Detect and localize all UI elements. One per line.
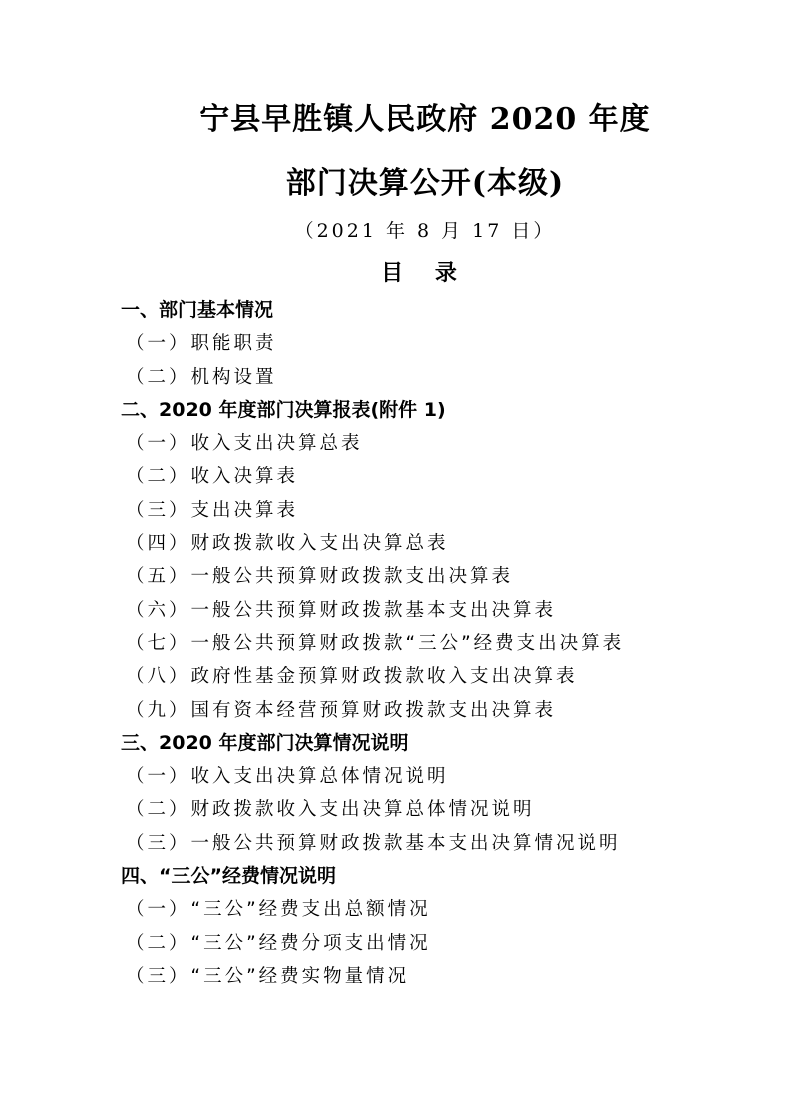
toc-item: （四）财政拨款收入支出决算总表 <box>126 533 449 555</box>
toc-item: （七）一般公共预算财政拨款“三公”经费支出决算表 <box>126 632 625 654</box>
toc-item: （一）收入支出决算总表 <box>126 433 363 455</box>
toc-item: （三）支出决算表 <box>126 499 299 521</box>
toc-item: （二）收入决算表 <box>126 466 299 488</box>
toc-item: （三）“三公”经费实物量情况 <box>126 965 410 987</box>
table-of-contents <box>0 294 794 993</box>
document-date: （2021 年 8 月 17 日） <box>294 220 556 242</box>
toc-section: 四、“三公”经费情况说明 <box>121 865 336 888</box>
document-subtitle: 部门决算公开(本级) <box>285 166 565 201</box>
toc-item: （三）一般公共预算财政拨款基本支出决算情况说明 <box>126 832 621 854</box>
toc-item: （六）一般公共预算财政拨款基本支出决算表 <box>126 599 557 621</box>
toc-item: （二）财政拨款收入支出决算总体情况说明 <box>126 799 535 821</box>
toc-item: （五）一般公共预算财政拨款支出决算表 <box>126 566 514 588</box>
toc-section: 二、2020 年度部门决算报表(附件 1) <box>121 398 446 421</box>
toc-item: （九）国有资本经营预算财政拨款支出决算表 <box>126 699 557 721</box>
toc-item: （二）“三公”经费分项支出情况 <box>126 932 431 954</box>
toc-item: （八）政府性基金预算财政拨款收入支出决算表 <box>126 666 578 688</box>
toc-section: 三、2020 年度部门决算情况说明 <box>121 731 409 754</box>
toc-item: （一）职能职责 <box>126 333 277 355</box>
document-title: 宁县早胜镇人民政府 2020 年度 <box>199 102 651 137</box>
toc-item: （二）机构设置 <box>126 366 277 388</box>
toc-section: 一、部门基本情况 <box>121 299 274 321</box>
toc-item: （一）“三公”经费支出总额情况 <box>126 899 431 921</box>
toc-heading: 目 录 <box>381 260 469 286</box>
toc-item: （一）收入支出决算总体情况说明 <box>126 766 449 788</box>
